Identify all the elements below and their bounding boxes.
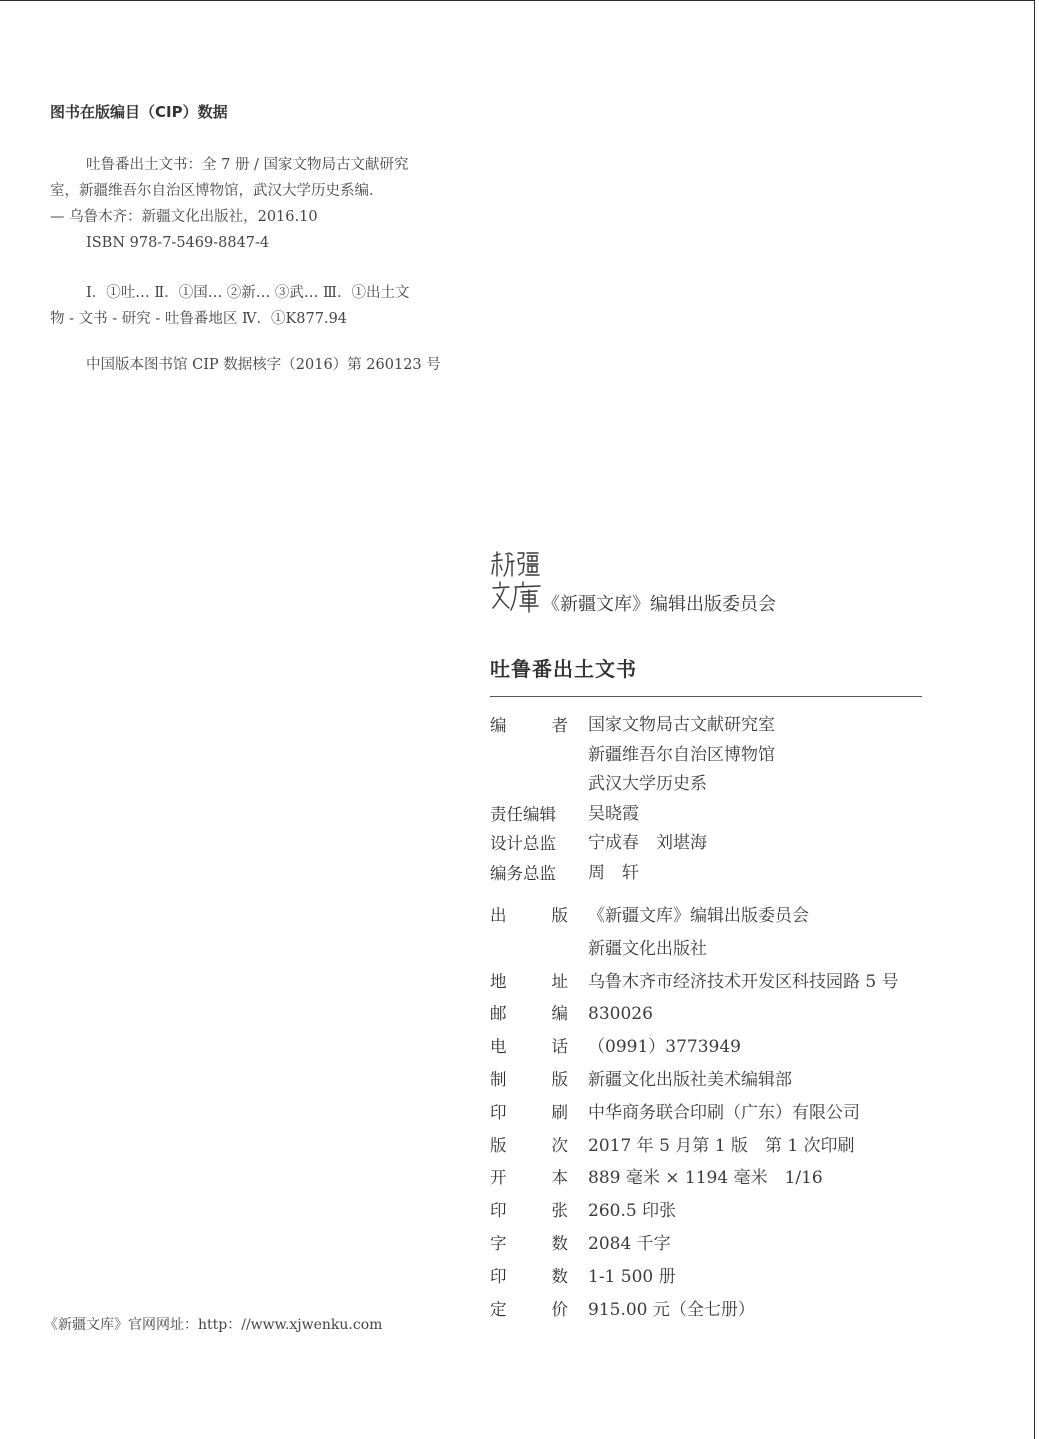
detail-row [490,1162,930,1195]
detail-label: 出 版 [490,906,568,925]
detail-label: 定 价 [490,1299,568,1319]
cip-line: — 乌鲁木齐：新疆文化出版社，2016.10 [50,209,318,225]
detail-value: 830026 [588,1004,653,1025]
credit-label: 编务总监 [490,863,556,883]
book-title: 吐鲁番出土文书 [490,657,637,681]
detail-value: 新疆文化出版社美术编辑部 [588,1069,792,1090]
detail-row [490,1228,930,1261]
credit-row-editors-cont [490,770,930,800]
credit-value: 宁成春 刘堪海 [588,833,707,853]
cip-line: 物 - 文书 - 研究 - 吐鲁番地区 Ⅳ．①K877.94 [50,311,348,327]
detail-row [490,1294,930,1327]
detail-value: 889 毫米 × 1194 毫米 1/16 [588,1168,823,1189]
detail-label: 字 数 [490,1233,568,1253]
detail-row [490,1064,930,1097]
detail-value: 乌鲁木齐市经济技术开发区科技园路 5 号 [588,971,899,992]
credit-label: 责任编辑 [490,804,556,824]
credit-row-editors-cont [490,741,930,771]
detail-value: 2084 千字 [588,1233,671,1254]
detail-value: 1-1 500 册 [588,1266,676,1287]
colophon [490,548,930,1326]
detail-value: 《新疆文库》编辑出版委员会 [588,906,809,926]
page-border-top [0,0,1035,1]
credit-value: 周 轩 [588,862,639,883]
detail-row [490,1097,930,1130]
detail-row [490,933,930,966]
credit-value: 国家文物局古文献研究室 [588,715,775,735]
cip-line: Ⅰ．①吐… Ⅱ．①国… ②新… ③武… Ⅲ．①出土文 [86,285,410,301]
credit-label: 设计总监 [490,834,556,853]
cip-heading: 图书在版编目（CIP）数据 [50,103,228,121]
credits-group [490,711,930,888]
cip-line: 吐鲁番出土文书：全 7 册 / 国家文物局古文献研究 [86,157,409,173]
credit-row-editorial-director [490,859,930,889]
detail-label: 开 本 [490,1168,568,1188]
detail-label: 印 张 [490,1201,568,1221]
cip-line: 室，新疆维吾尔自治区博物馆，武汉大学历史系编． [50,183,384,199]
cip-isbn: ISBN 978-7-5469-8847-4 [86,235,270,251]
credit-label: 编 者 [490,716,568,735]
detail-row [490,966,930,999]
publication-details [490,900,930,1326]
detail-label: 印 数 [490,1266,568,1286]
series-header [490,548,930,618]
credit-value: 吴晓霞 [588,803,639,824]
detail-row [490,998,930,1031]
detail-value: （0991）3773949 [588,1037,741,1058]
xinjiang-wenku-logo [490,548,542,618]
credit-row-responsible-editor [490,800,930,830]
website-url: 《新疆文库》官网网址：http：//www.xjwenku.com [44,1317,383,1333]
credit-value: 新疆维吾尔自治区博物馆 [588,744,775,765]
detail-label: 印 刷 [490,1102,568,1122]
cip-verify-number: 中国版本图书馆 CIP 数据核字（2016）第 260123 号 [86,357,441,373]
title-divider [490,696,922,697]
cip-block [50,100,470,378]
detail-label: 电 话 [490,1037,568,1057]
detail-row [490,1031,930,1064]
detail-value: 中华商务联合印刷（广东）有限公司 [588,1102,860,1123]
series-committee-name: 《新疆文库》编辑出版委员会 [542,594,776,615]
detail-value: 915.00 元（全七册） [588,1299,755,1320]
detail-row [490,1261,930,1294]
detail-label: 邮 编 [490,1004,568,1024]
detail-value: 260.5 印张 [588,1201,677,1222]
detail-label: 版 次 [490,1135,568,1155]
detail-label: 制 版 [490,1069,568,1089]
page-border-right [1034,0,1035,1439]
credit-value: 武汉大学历史系 [588,774,707,794]
detail-row [490,900,930,933]
detail-value: 2017 年 5 月第 1 版 第 1 次印刷 [588,1135,855,1156]
credit-row-design-director [490,829,930,859]
credit-row-editors [490,711,930,741]
cip-body [50,152,470,378]
detail-row [490,1195,930,1228]
detail-label: 地 址 [490,971,568,991]
detail-value: 新疆文化出版社 [588,938,707,959]
detail-row [490,1130,930,1163]
